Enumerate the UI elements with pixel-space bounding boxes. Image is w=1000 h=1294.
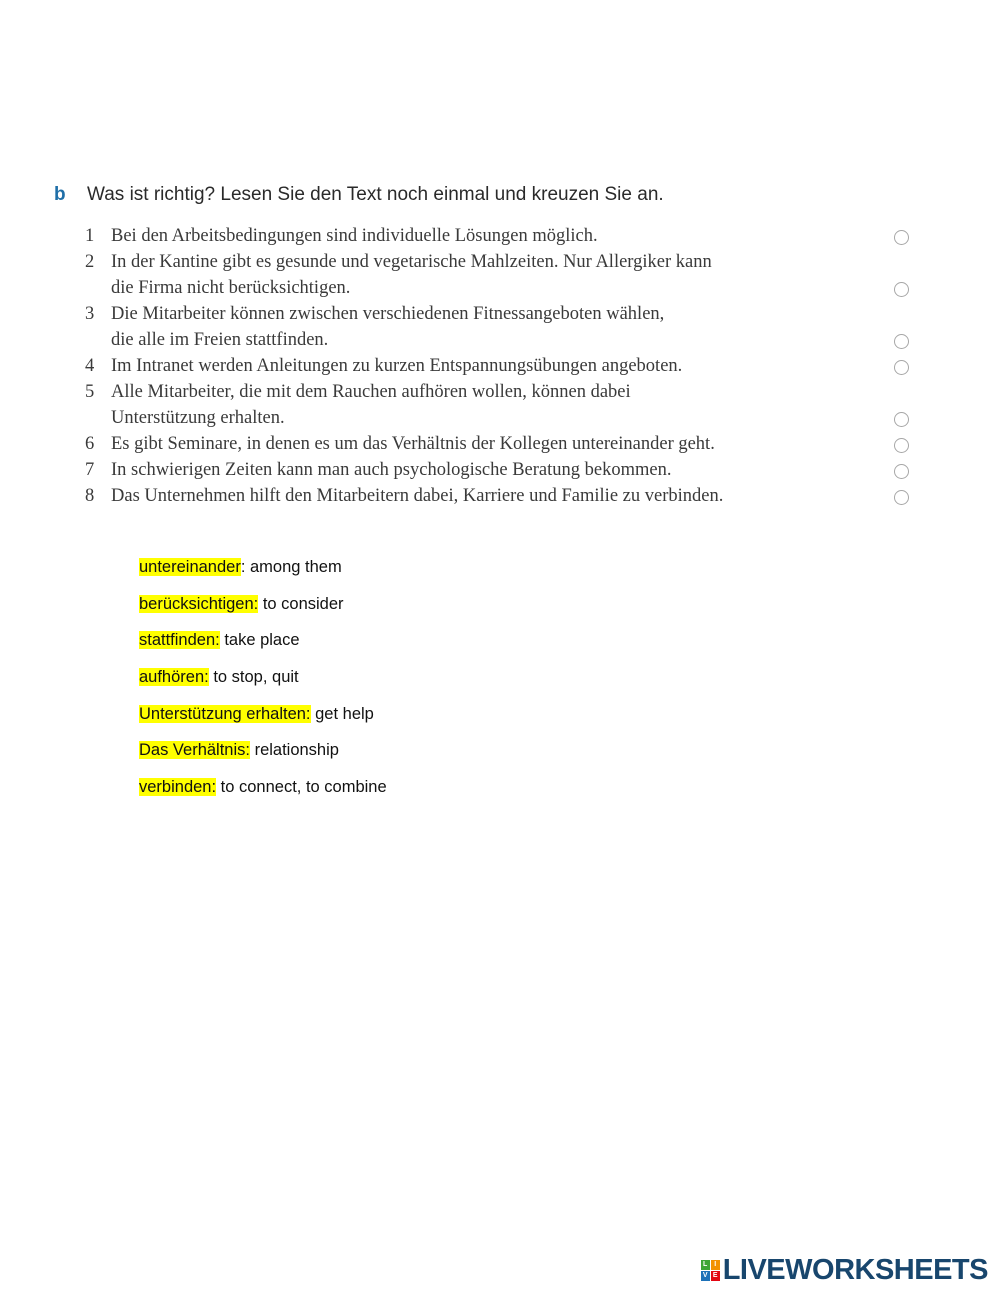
item-text-line: Bei den Arbeitsbedingungen sind individuelle Lösungen möglich. (111, 226, 598, 246)
logo-text: LIVEWORKSHEETS (722, 1254, 988, 1286)
glossary-entry (139, 666, 387, 703)
item-number: 8 (85, 486, 95, 506)
logo-icon (701, 1260, 720, 1281)
item-text-line: Alle Mitarbeiter, die mit dem Rauchen aufhören wollen, können dabei (111, 382, 631, 402)
item-text-line: die alle im Freien stattfinden. (111, 330, 329, 350)
exercise-letter: b (54, 184, 66, 205)
glossary-definition: take place (219, 631, 300, 650)
glossary-definition: relationship (249, 741, 339, 760)
item-text-line: In der Kantine gibt es gesunde und vegetarische Mahlzeiten. Nur Allergiker kann (111, 252, 712, 272)
glossary-entry (139, 556, 387, 593)
glossary-entry (139, 629, 387, 666)
item-text-line: die Firma nicht berücksichtigen. (111, 278, 351, 298)
glossary-term: untereinander (139, 558, 241, 576)
item-number: 4 (85, 356, 95, 376)
glossary-term: verbinden: (139, 778, 217, 797)
glossary-definition: to connect, to combine (216, 778, 387, 797)
glossary-term: berücksichtigen: (139, 594, 259, 613)
glossary-entry (139, 739, 387, 776)
liveworksheets-logo (701, 1254, 988, 1287)
exercise-item-4 (84, 353, 920, 379)
glossary-definition: to consider (258, 594, 344, 613)
item-number: 1 (85, 226, 95, 246)
exercise-item-2 (84, 249, 920, 301)
item-text-line: Unterstützung erhalten. (111, 408, 285, 428)
item-text-line: In schwierigen Zeiten kann man auch psychologische Beratung bekommen. (111, 460, 672, 480)
logo-icon-tile: I (711, 1260, 720, 1270)
glossary-term: aufhören: (139, 668, 209, 687)
item-number: 5 (85, 382, 95, 402)
exercise-heading (54, 184, 664, 206)
glossary-definition: : among them (240, 558, 342, 576)
answer-radio-3[interactable] (894, 334, 909, 349)
exercise-item-1 (84, 223, 920, 249)
exercise-item-5 (84, 379, 920, 431)
glossary (139, 556, 387, 813)
glossary-entry (139, 776, 387, 813)
glossary-term: Das Verhältnis: (139, 741, 250, 760)
item-text-line: Im Intranet werden Anleitungen zu kurzen Entspannungsübungen angeboten. (111, 356, 683, 376)
answer-radio-7[interactable] (894, 464, 909, 479)
answer-radio-6[interactable] (894, 438, 909, 453)
answer-radio-8[interactable] (894, 490, 909, 505)
exercise-items (84, 223, 920, 509)
answer-radio-4[interactable] (894, 360, 909, 375)
item-text-line: Es gibt Seminare, in denen es um das Verhältnis der Kollegen untereinander geht. (111, 434, 715, 454)
exercise-item-3 (84, 301, 920, 353)
exercise-instruction: Was ist richtig? Lesen Sie den Text noch einmal und kreuzen Sie an. (87, 184, 664, 205)
glossary-entry (139, 593, 387, 630)
item-number: 2 (85, 252, 95, 272)
exercise-item-8 (84, 483, 920, 509)
glossary-definition: to stop, quit (208, 668, 299, 687)
logo-icon-tile: V (701, 1271, 710, 1281)
answer-radio-5[interactable] (894, 412, 909, 427)
exercise-item-6 (84, 431, 920, 457)
glossary-term: stattfinden: (139, 631, 220, 650)
answer-radio-2[interactable] (894, 282, 909, 297)
item-number: 7 (85, 460, 95, 480)
logo-icon-tile: L (701, 1260, 710, 1270)
item-number: 3 (85, 304, 95, 324)
glossary-entry (139, 703, 387, 740)
item-text-line: Das Unternehmen hilft den Mitarbeitern dabei, Karriere und Familie zu verbinden. (111, 486, 724, 506)
glossary-term: Unterstützung erhalten: (139, 704, 311, 723)
item-text-line: Die Mitarbeiter können zwischen verschiedenen Fitnessangeboten wählen, (111, 304, 665, 324)
exercise-item-7 (84, 457, 920, 483)
item-number: 6 (85, 434, 95, 454)
glossary-definition: get help (310, 704, 374, 723)
logo-icon-tile: E (711, 1271, 720, 1281)
answer-radio-1[interactable] (894, 230, 909, 245)
